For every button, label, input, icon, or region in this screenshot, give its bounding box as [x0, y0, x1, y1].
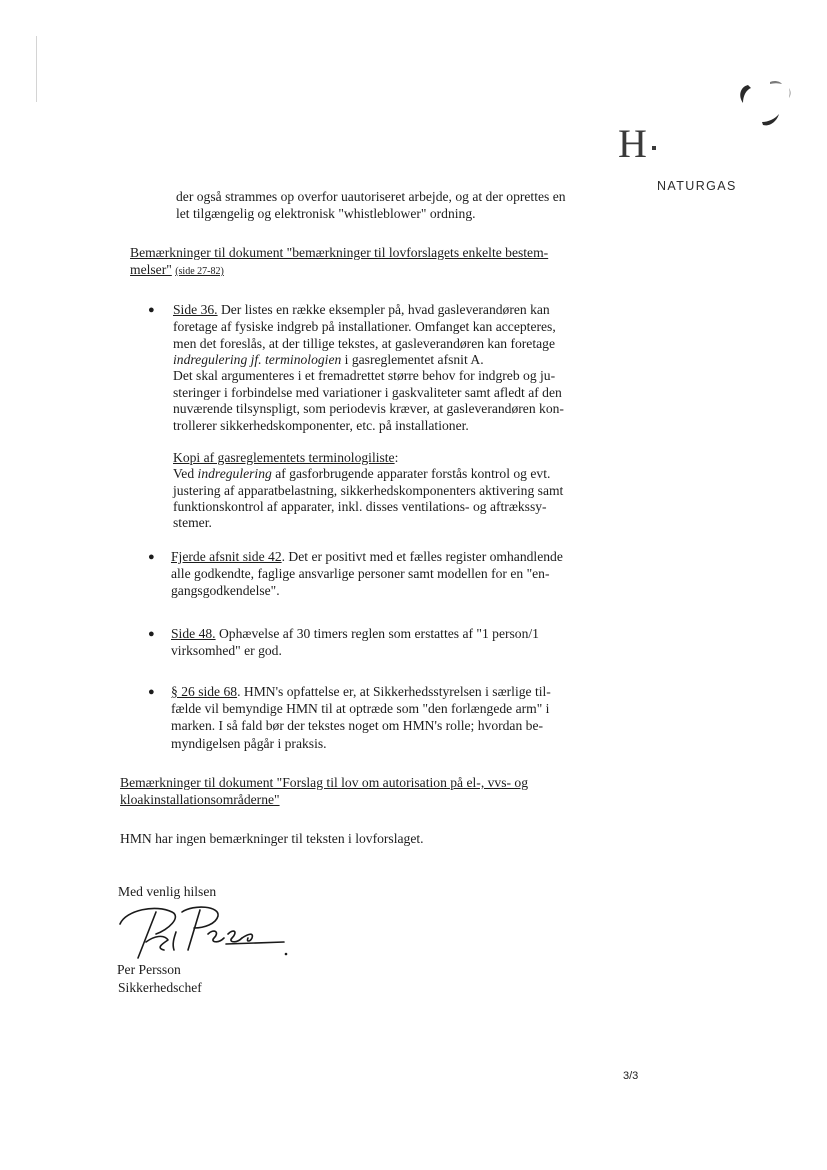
bullet-2-text-1: . Det er positivt med et fælles register omhandlende	[281, 549, 563, 564]
bullet-1-italic: indregulering jf. terminologien	[173, 352, 342, 367]
bullet-3-text-1: Ophævelse af 30 timers reglen som erstattes af "1 person/1	[215, 626, 539, 641]
bullet-2-line-1	[171, 549, 563, 566]
bullet-4-link: § 26 side 68	[171, 684, 238, 699]
bullet-dot: ●	[148, 686, 155, 698]
signatory-name: Per Persson	[117, 962, 181, 977]
section-heading-1-line-1: Bemærkninger til dokument "bemærkninger til lovforslagets enkelte bestem-	[130, 245, 549, 260]
page-number: 3/3	[623, 1070, 639, 1082]
bullet-1-line-8: trollerer sikkerhedskomponenter, etc. på installationer.	[173, 418, 469, 433]
terminology-line-1	[173, 466, 550, 483]
bullet-4-line-4: myndigelsen pågår i praksis.	[171, 736, 327, 751]
bullet-1-text-4: i gasreglementet afsnit A.	[341, 352, 484, 367]
terminology-line-2: justering af apparatbelastning, sikkerhedskomponenters aktivering samt	[173, 483, 564, 498]
bullet-1-line-4	[173, 352, 484, 369]
section-heading-2-line-2: kloakinstallationsområderne"	[120, 792, 280, 807]
bullet-4-line-3: marken. I så fald bør der tekstes noget om HMN's rolle; hvordan be-	[171, 718, 544, 733]
terminology-italic: indregulering	[197, 466, 272, 481]
logo-letter: H	[618, 121, 648, 166]
bullet-1-text-1: Der listes en række eksempler på, hvad gasleverandøren kan	[217, 302, 550, 317]
company-logo-mark	[732, 76, 796, 136]
bullet-1-line-5: Det skal argumenteres i et fremadrettet større behov for indgreb og ju-	[173, 368, 556, 383]
bullet-1-line-6: steringer i forbindelse med variationer i gaskvaliteter samt afledt af den	[173, 385, 562, 400]
statement-text: HMN har ingen bemærkninger til teksten i lovforslaget.	[120, 831, 424, 846]
bullet-1-line-1	[173, 302, 550, 319]
terminology-line-4: stemer.	[173, 515, 212, 530]
intro-line-1: der også strammes op overfor uautoriseret arbejde, og at der oprettes en	[176, 189, 566, 204]
terminology-colon: :	[394, 450, 399, 465]
logo-subtitle: NATURGAS	[657, 179, 737, 193]
bullet-1-line-3: men det foreslås, at der tillige tekstes, at gasleverandøren kan foretage	[173, 336, 555, 351]
bullet-3-line-1	[171, 626, 539, 643]
section-heading-1-note: (side 27-82)	[175, 266, 224, 277]
section-heading-1-text: melser"	[130, 262, 172, 277]
bullet-dot: ●	[148, 304, 155, 316]
bullet-dot: ●	[148, 551, 155, 563]
terminology-heading	[173, 450, 398, 467]
bullet-4-line-1	[171, 684, 551, 701]
bullet-1-line-7: nuværende tilsynspligt, som periodevis kræver, at gasleverandøren kon-	[173, 401, 564, 416]
margin-mark	[36, 36, 37, 102]
bullet-2-link: Fjerde afsnit side 42	[171, 549, 282, 564]
terminology-heading-text: Kopi af gasreglementets terminologiliste	[173, 450, 395, 465]
terminology-text-rest: af gasforbrugende apparater forstås kontrol og evt.	[271, 466, 551, 481]
bullet-3-line-2: virksomhed" er god.	[171, 643, 282, 658]
bullet-4-line-2: fælde vil bemyndige HMN til at optræde som "den forlængede arm" i	[171, 701, 550, 716]
signature-image	[116, 898, 296, 964]
signatory-title: Sikkerhedschef	[118, 980, 202, 995]
closing-greeting: Med venlig hilsen	[118, 884, 217, 899]
bullet-2-line-3: gangsgodkendelse".	[171, 583, 280, 598]
intro-line-2: let tilgængelig og elektronisk "whistleblower" ordning.	[176, 206, 476, 221]
logo-dot	[652, 146, 656, 150]
section-heading-1-line-2	[130, 262, 224, 281]
terminology-text-pre: Ved	[173, 466, 198, 481]
bullet-dot: ●	[148, 628, 155, 640]
bullet-2-line-2: alle godkendte, faglige ansvarlige personer samt modellen for en "en-	[171, 566, 550, 581]
terminology-line-3: funktionskontrol af apparater, inkl. disses ventilations- og aftrækssy-	[173, 499, 547, 514]
bullet-1-link: Side 36.	[173, 302, 218, 317]
section-heading-2-line-1: Bemærkninger til dokument "Forslag til lov om autorisation på el-, vvs- og	[120, 775, 529, 790]
bullet-4-text-1: . HMN's opfattelse er, at Sikkerhedsstyrelsen i særlige til-	[237, 684, 551, 699]
bullet-3-link: Side 48.	[171, 626, 216, 641]
bullet-1-line-2: foretage af fysiske indgreb på installationer. Omfanget kan accepteres,	[173, 319, 556, 334]
